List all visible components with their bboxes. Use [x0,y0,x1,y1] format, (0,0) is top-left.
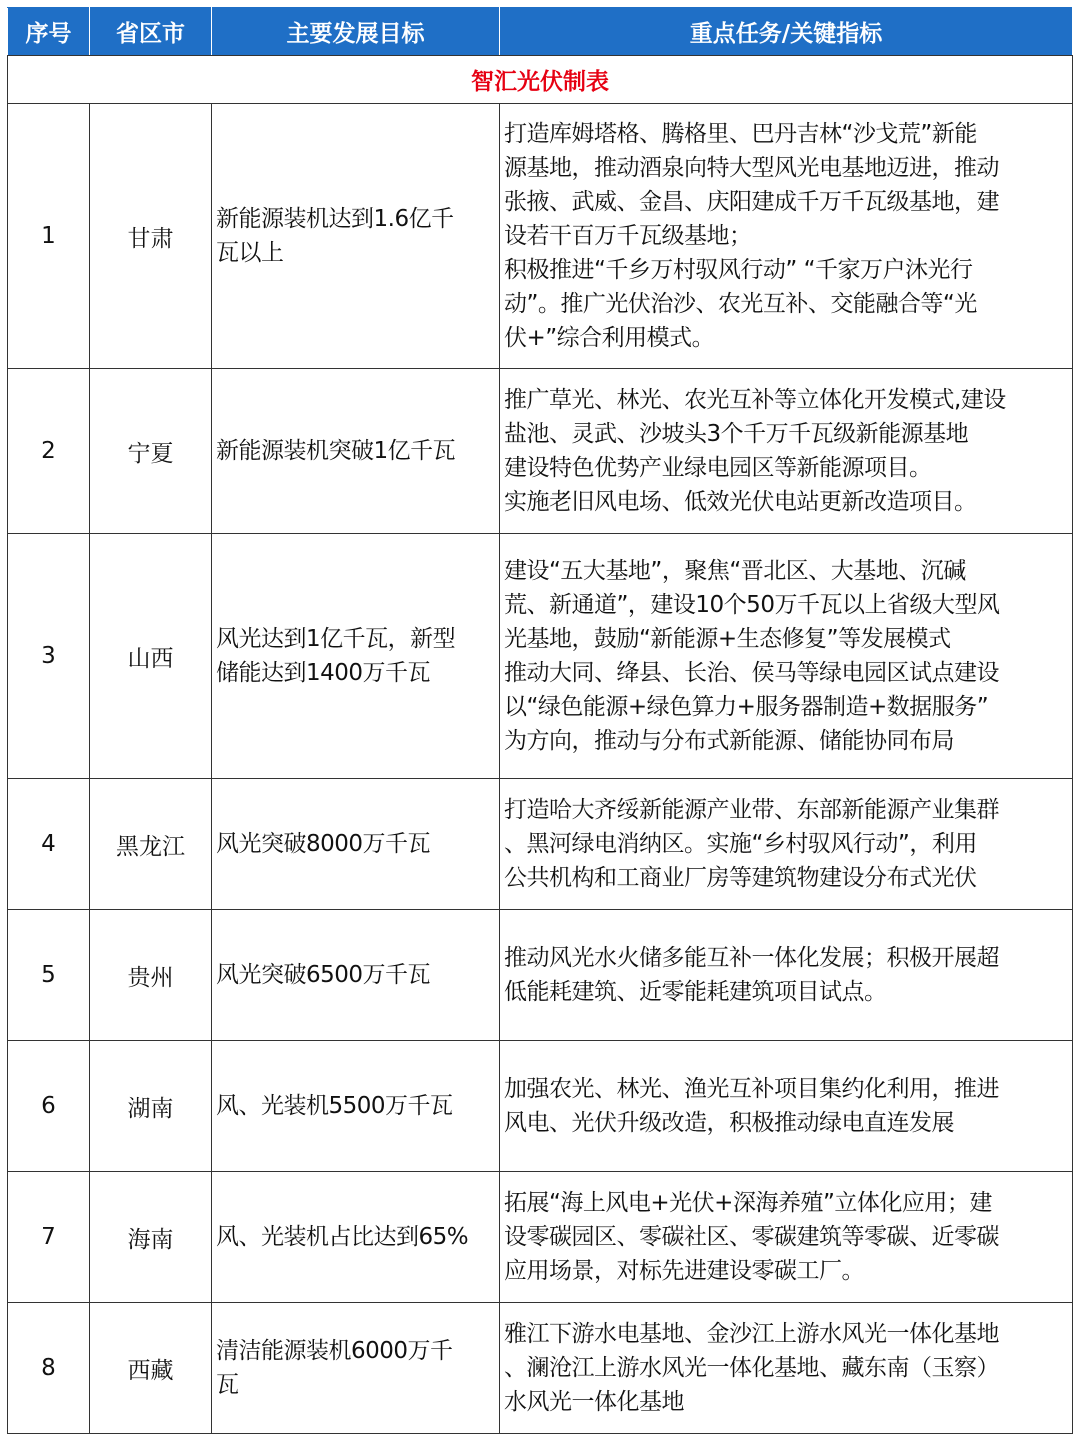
row-number: 1 [8,104,90,369]
table-row [8,104,1073,369]
row-region: 甘肃 [90,104,212,369]
row-region: 湖南 [90,1041,212,1172]
row-tasks: 加强农光、林光、渔光互补项目集约化利用，推进 风电、光伏升级改造，积极推动绿电直连发展 [500,1041,1073,1172]
header-no: 序号 [8,8,90,56]
table-row [8,779,1073,910]
row-goal: 风、光装机占比达到65% [212,1172,500,1303]
table-row [8,369,1073,534]
header-tasks: 重点任务/关键指标 [500,8,1073,56]
header-row [8,8,1073,56]
header-region: 省区市 [90,8,212,56]
row-tasks: 推动风光水火储多能互补一体化发展；积极开展超 低能耗建筑、近零能耗建筑项目试点。 [500,910,1073,1041]
row-tasks: 推广草光、林光、农光互补等立体化开发模式,建设 盐池、灵武、沙坡头3个千万千瓦级新能源基地 建设特色优势产业绿电园区等新能源项目。 实施老旧风电场、低效光伏电站更新改造项目。 [500,369,1073,534]
row-goal: 新能源装机突破1亿千瓦 [212,369,500,534]
row-goal: 清洁能源装机6000万千 瓦 [212,1303,500,1434]
row-goal: 新能源装机达到1.6亿千 瓦以上 [212,104,500,369]
table-row [8,1303,1073,1434]
title-row [8,56,1073,104]
row-region: 海南 [90,1172,212,1303]
row-goal: 风光达到1亿千瓦，新型 储能达到1400万千瓦 [212,534,500,779]
table-title: 智汇光伏制表 [8,56,1073,104]
header-goal: 主要发展目标 [212,8,500,56]
policy-table [7,7,1073,1434]
row-region: 宁夏 [90,369,212,534]
row-number: 6 [8,1041,90,1172]
row-tasks: 打造哈大齐绥新能源产业带、东部新能源产业集群 、黑河绿电消纳区。实施“乡村驭风行动”，利用 公共机构和工商业厂房等建筑物建设分布式光伏 [500,779,1073,910]
row-region: 贵州 [90,910,212,1041]
table-row [8,1172,1073,1303]
row-number: 7 [8,1172,90,1303]
row-number: 3 [8,534,90,779]
row-region: 黑龙江 [90,779,212,910]
row-tasks: 建设“五大基地”，聚焦“晋北区、大基地、沉碱 荒、新通道”，建设10个50万千瓦以上省级大型风 光基地，鼓励“新能源+生态修复”等发展模式 推动大同、绛县、长治、侯马等绿电园区试点建设 以“绿色能源+绿色算力+服务器制造+数据服务” 为方向，推动与分布式新能源、储能协同布局 [500,534,1073,779]
row-goal: 风光突破6500万千瓦 [212,910,500,1041]
row-number: 5 [8,910,90,1041]
row-number: 2 [8,369,90,534]
row-region: 西藏 [90,1303,212,1434]
table-row [8,1041,1073,1172]
row-tasks: 打造库姆塔格、腾格里、巴丹吉林“沙戈荒”新能 源基地，推动酒泉向特大型风光电基地迈进，推动 张掖、武威、金昌、庆阳建成千万千瓦级基地，建 设若干百万千瓦级基地； 积极推进“千乡万村驭风行动” “千家万户沐光行 动”。推广光伏治沙、农光互补、交能融合等“光 伏+”综合利用模式。 [500,104,1073,369]
row-number: 4 [8,779,90,910]
table-row [8,534,1073,779]
row-goal: 风光突破8000万千瓦 [212,779,500,910]
row-region: 山西 [90,534,212,779]
row-goal: 风、光装机5500万千瓦 [212,1041,500,1172]
table-row [8,910,1073,1041]
row-tasks: 拓展“海上风电+光伏+深海养殖”立体化应用；建 设零碳园区、零碳社区、零碳建筑等零碳、近零碳 应用场景，对标先进建设零碳工厂。 [500,1172,1073,1303]
row-tasks: 雅江下游水电基地、金沙江上游水风光一体化基地 、澜沧江上游水风光一体化基地、藏东南（玉察） 水风光一体化基地 [500,1303,1073,1434]
row-number: 8 [8,1303,90,1434]
